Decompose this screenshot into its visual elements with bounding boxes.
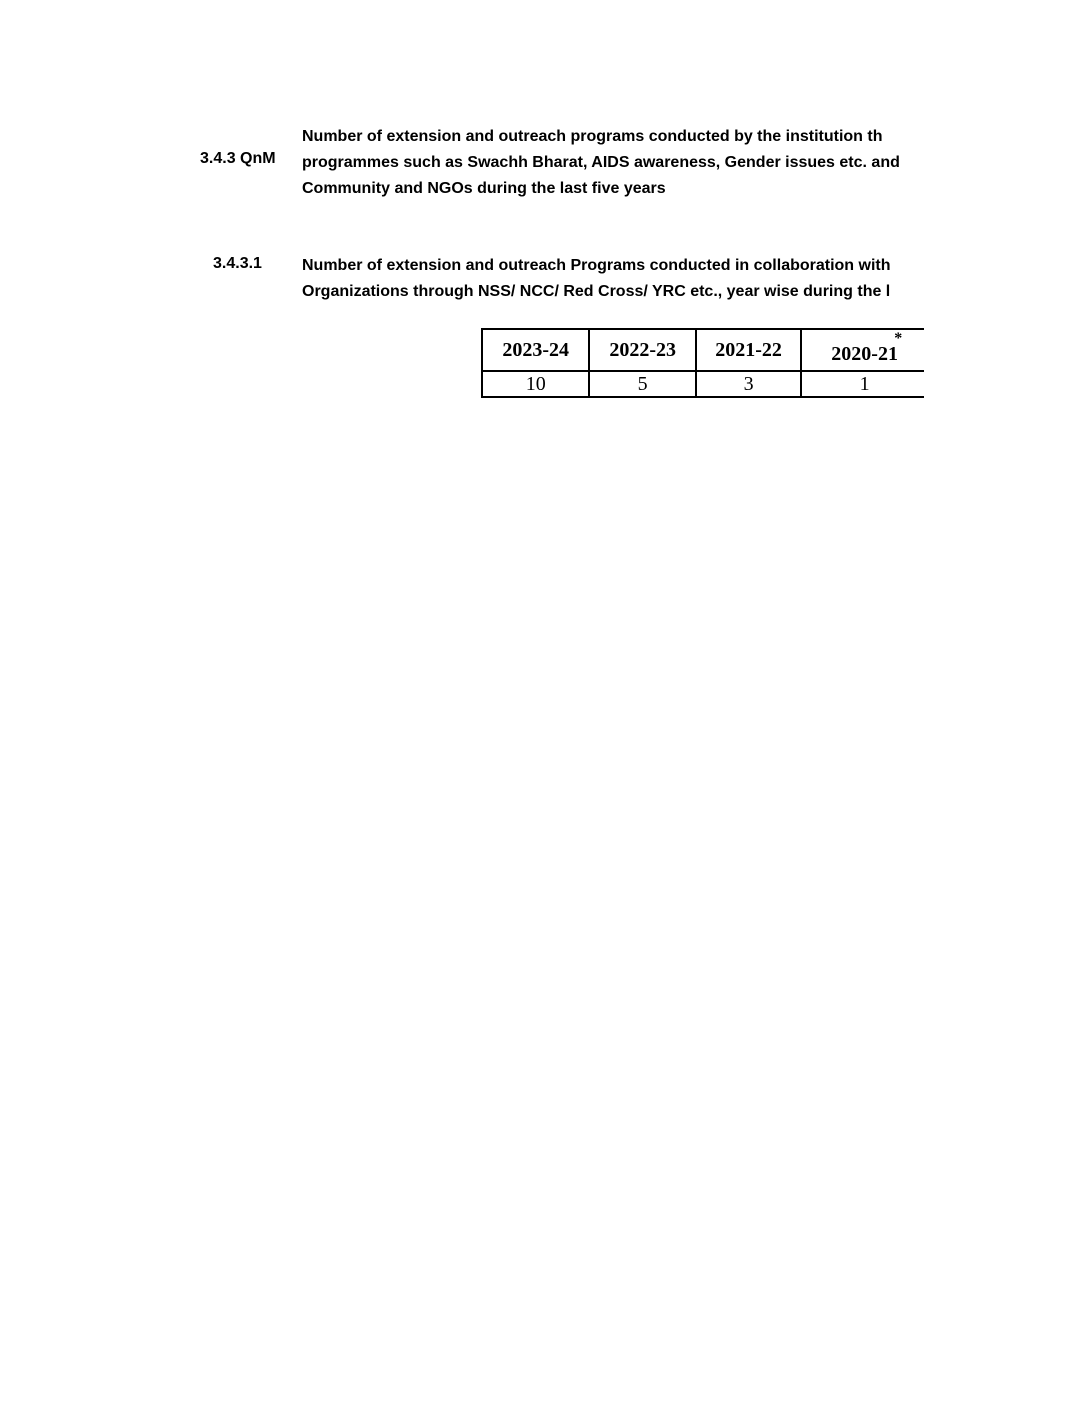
table-cell: 5	[589, 371, 695, 397]
criterion-line-3: Community and NGOs during the last five years	[302, 180, 666, 197]
table-header-row	[482, 329, 924, 371]
year-header: 2021-22	[696, 329, 801, 371]
metric-line-1: Number of extension and outreach Programs conducted in collaboration with	[302, 257, 891, 274]
table-cell: 10	[482, 371, 589, 397]
criterion-code: 3.4.3 QnM	[200, 150, 276, 167]
year-header: 2023-24	[482, 329, 589, 371]
metric-code: 3.4.3.1	[213, 255, 262, 272]
criterion-description	[302, 124, 900, 202]
table-cell: 3	[696, 371, 801, 397]
year-header-label: 2020-21	[831, 342, 898, 365]
criterion-line-1: Number of extension and outreach programs conducted by the institution th	[302, 128, 883, 145]
metric-description	[302, 253, 891, 305]
criterion-line-2: programmes such as Swachh Bharat, AIDS awareness, Gender issues etc. and	[302, 154, 900, 171]
metric-line-2: Organizations through NSS/ NCC/ Red Cross/ YRC etc., year wise during the l	[302, 283, 891, 300]
table-cell: 1	[801, 371, 924, 397]
year-wise-table	[481, 328, 924, 398]
year-header	[801, 329, 924, 371]
asterisk-mark: *	[894, 330, 903, 347]
table-row	[482, 371, 924, 397]
year-header: 2022-23	[589, 329, 695, 371]
